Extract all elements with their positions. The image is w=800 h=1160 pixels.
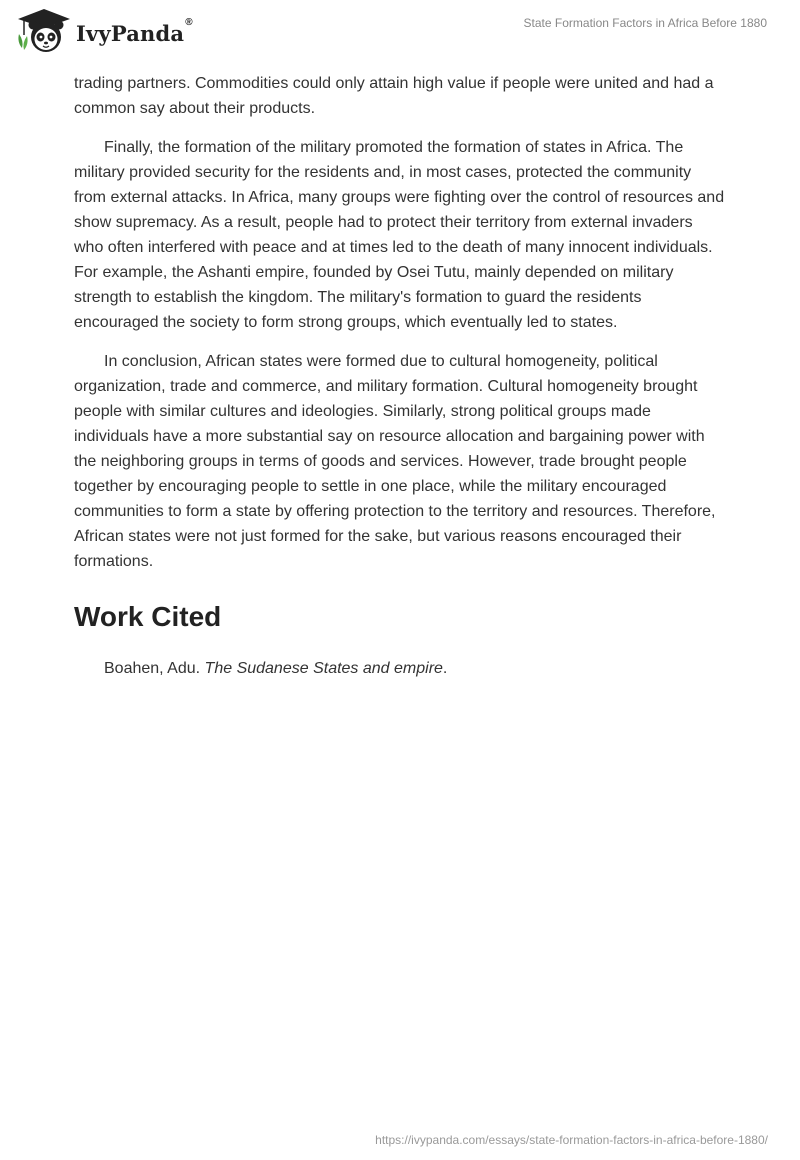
registered-mark: ® xyxy=(185,16,193,28)
page-header xyxy=(0,0,800,66)
works-cited-heading: Work Cited xyxy=(74,601,222,632)
citation-title: The Sudanese States and empire xyxy=(204,660,443,677)
citation-author: Boahen, Adu. xyxy=(104,660,201,677)
citation-entry xyxy=(74,656,726,681)
brand-name-text: IvyPanda xyxy=(76,20,185,46)
document-title: State Formation Factors in Africa Before 1880 xyxy=(523,16,767,30)
paragraph-military: Finally, the formation of the military promoted the formation of states in Africa. The military provided security for the residents and, in most cases, protected the community from external attacks. In Africa, many groups were fighting over the control of resources and show supremacy. As a result, people had to protect their territory from external invaders who often interfered with peace and at times led to the death of many innocent individuals. For example, the Ashanti empire, founded by Osei Tutu, mainly depended on military strength to establish the kingdom. The military's formation to guard the residents encouraged the society to form strong groups, which eventually led to states. xyxy=(74,139,725,331)
essay-content xyxy=(74,71,726,681)
paragraph-conclusion: In conclusion, African states were formed due to cultural homogeneity, political organization, trade and commerce, and military formation. Cultural homogeneity brought people with similar cultures and ideologies. Similarly, strong political groups made individuals have a more substantial say on resource allocation and bargaining power with the neighboring groups in terms of goods and services. However, trade brought people together by encouraging people to settle in one place, while the military encouraged communities to form a state by offering protection to the territory and resources. Therefore, African states were not just formed for the sake, but various reasons encouraged their formations. xyxy=(74,353,716,570)
paragraph-continued: trading partners. Commodities could only attain high value if people were united and had a common say about their products. xyxy=(74,75,714,117)
source-url[interactable]: https://ivypanda.com/essays/state-formation-factors-in-africa-before-1880/ xyxy=(375,1133,768,1147)
brand-logo[interactable] xyxy=(16,8,193,54)
citation-end: . xyxy=(442,660,448,677)
brand-name xyxy=(76,16,193,46)
panda-graduation-cap-icon xyxy=(16,8,72,54)
